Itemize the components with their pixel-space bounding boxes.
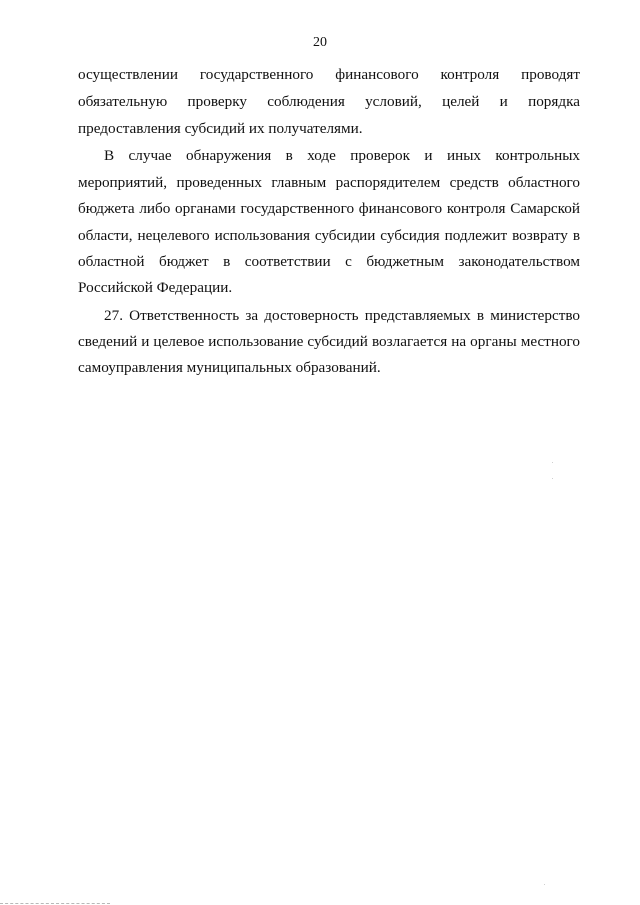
- text-line: сведений и целевое использование субсидий возлагается на органы местного: [78, 333, 580, 350]
- text-line: обязательную проверку соблюдения условий, целей и порядка: [78, 93, 580, 110]
- text-line: бюджета либо органами государственного финансового контроля Самарской: [78, 200, 580, 217]
- text-line: предоставления субсидий их получателями.: [78, 120, 363, 137]
- text-line: В случае обнаружения в ходе проверок и иных контрольных: [104, 147, 580, 164]
- scan-speck: [552, 478, 553, 479]
- text-line: области, нецелевого использования субсидии субсидия подлежит возврату в: [78, 227, 580, 244]
- text-line: самоуправления муниципальных образований.: [78, 359, 381, 376]
- page-number: 20: [313, 35, 327, 50]
- text-line: областной бюджет в соответствии с бюджетным законодательством: [78, 253, 580, 270]
- text-line: осуществлении государственного финансового контроля проводят: [78, 66, 580, 83]
- text-line: 27. Ответственность за достоверность представляемых в министерство: [104, 307, 580, 324]
- scan-speck: [544, 884, 545, 885]
- text-line: мероприятий, проведенных главным распорядителем средств областного: [78, 174, 580, 191]
- text-line: Российской Федерации.: [78, 279, 233, 296]
- scan-speck: [552, 462, 553, 463]
